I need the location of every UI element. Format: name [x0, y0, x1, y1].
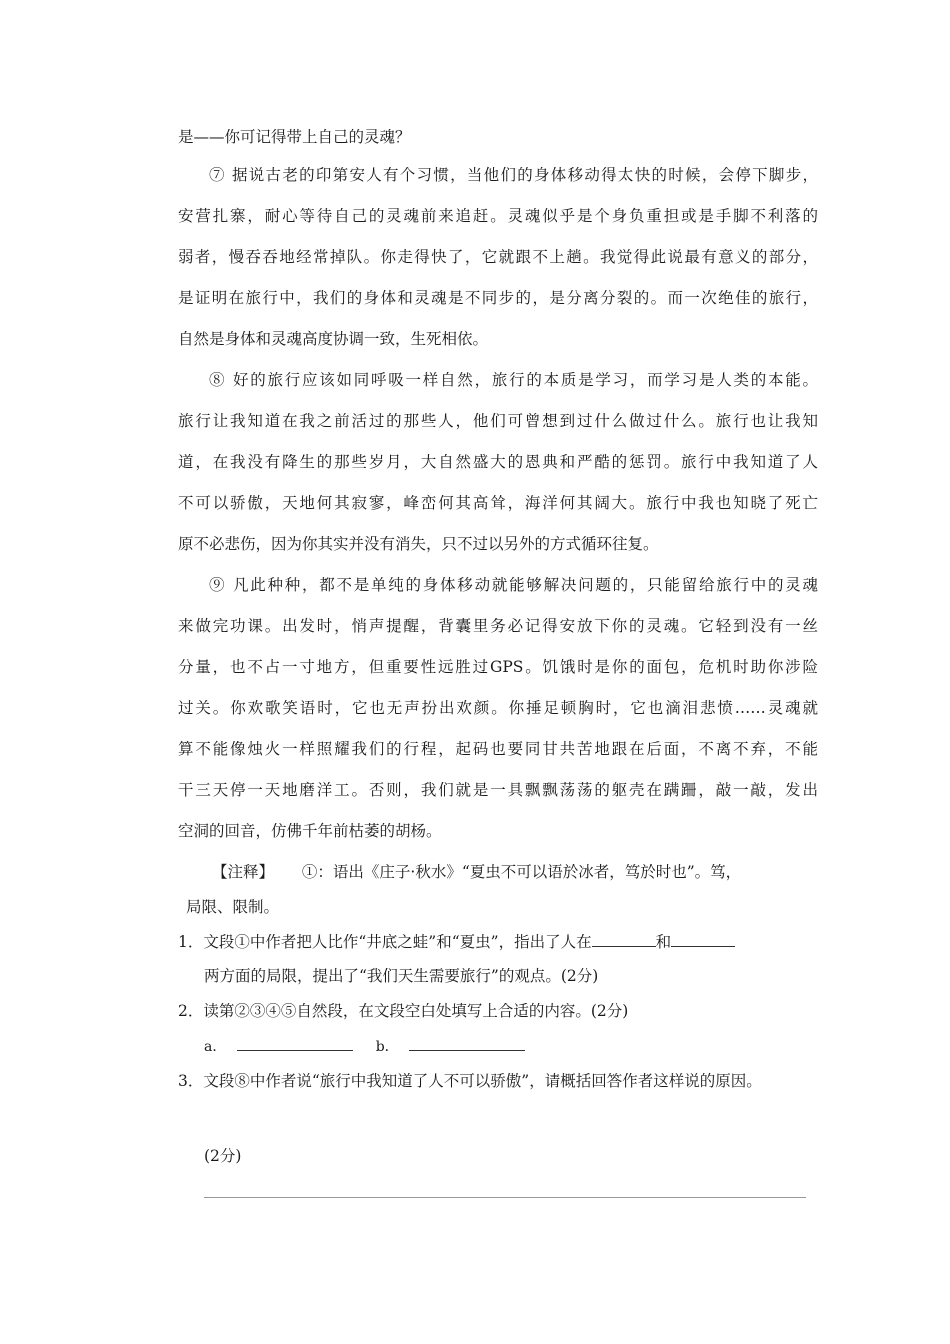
- text-line: 算不能像烛火一样照耀我们的行程，起码也要同甘共苦地跟在后面，不离不弃，不能: [178, 740, 818, 758]
- text-line: 来做完功课。出发时，悄声提醒，背囊里务必记得安放下你的灵魂。它轻到没有一丝: [178, 617, 818, 635]
- blank-b[interactable]: [409, 1036, 525, 1051]
- question-1: [178, 932, 818, 952]
- text-line: 是——你可记得带上自己的灵魂？: [178, 128, 411, 146]
- annotation: [212, 862, 818, 882]
- annotation-label: 【注释】: [212, 863, 275, 881]
- text-line: 空洞的回音，仿佛千年前枯萎的胡杨。: [178, 822, 442, 840]
- question-number: 2．: [178, 1002, 204, 1020]
- question-text: 文段⑧中作者说“旅行中我知道了人不可以骄傲”，请概括回答作者这样说的原因。: [203, 1072, 762, 1090]
- text-line: 弱者，慢吞吞地经常掉队。你走得快了，它就跟不上趟。我觉得此说最有意义的部分，: [178, 248, 818, 266]
- question-number: 3．: [178, 1072, 204, 1090]
- answer-line[interactable]: [204, 1197, 806, 1198]
- text-line: 旅行让我知道在我之前活过的那些人，他们可曾想到过什么做过什么。旅行也让我知: [178, 412, 818, 430]
- text-line: 安营扎寨，耐心等待自己的灵魂前来追赶。灵魂似乎是个身负重担或是手脚不利落的: [178, 207, 818, 225]
- text-line: 过关。你欢歌笑语时，它也无声扮出欢颜。你捶足顿胸时，它也滴泪悲愤……灵魂就: [178, 699, 818, 717]
- question-3-score: (2分): [204, 1147, 242, 1165]
- answer-blank[interactable]: [592, 932, 656, 947]
- paragraph-8-line: ⑧ 好的旅行应该如同呼吸一样自然，旅行的本质是学习，而学习是人类的本能。: [209, 371, 818, 389]
- text-line: 分量，也不占一寸地方，但重要性远胜过GPS。饥饿时是你的面包，危机时助你涉险: [178, 658, 818, 676]
- question-number: 1．: [178, 933, 204, 951]
- paragraph-7-line: ⑦ 据说古老的印第安人有个习惯，当他们的身体移动得太快的时候，会停下脚步，: [209, 166, 818, 184]
- text-line: 不可以骄傲，天地何其寂寥，峰峦何其高耸，海洋何其阔大。旅行中我也知晓了死亡: [178, 494, 818, 512]
- text-line: 干三天停一天地磨洋工。否则，我们就是一具飘飘荡荡的躯壳在蹒跚，敲一敲，发出: [178, 781, 818, 799]
- question-2: [178, 1001, 818, 1021]
- blank-a[interactable]: [237, 1036, 353, 1051]
- question-1-continuation: 两方面的局限，提出了“我们天生需要旅行”的观点。(2分): [204, 967, 599, 985]
- question-2-blanks: [204, 1036, 844, 1057]
- question-3: [178, 1071, 818, 1091]
- annotation-continuation: 局限、限制。: [186, 898, 280, 916]
- text-line: 是证明在旅行中，我们的身体和灵魂是不同步的，是分离分裂的。而一次绝佳的旅行，: [178, 289, 818, 307]
- question-text: 读第②③④⑤自然段，在文段空白处填写上合适的内容。(2分): [203, 1002, 629, 1020]
- blank-b-label: b．: [375, 1039, 399, 1055]
- question-text: 文段①中作者把人比作“井底之蛙”和“夏虫”，指出了人在: [203, 933, 592, 951]
- question-text: 和: [655, 933, 672, 951]
- text-line: 自然是身体和灵魂高度协调一致，生死相依。: [178, 330, 489, 348]
- text-line: 原不必悲伤，因为你其实并没有消失，只不过以另外的方式循环往复。: [178, 535, 659, 553]
- paragraph-9-line: ⑨ 凡此种种，都不是单纯的身体移动就能够解决问题的，只能留给旅行中的灵魂: [209, 576, 818, 594]
- answer-blank[interactable]: [671, 932, 735, 947]
- blank-a-label: a．: [204, 1039, 227, 1055]
- annotation-text: ①：语出《庄子·秋水》“夏虫不可以语於冰者，笃於时也”。笃，: [301, 863, 742, 881]
- text-line: 道，在我没有降生的那些岁月，大自然盛大的恩典和严酷的惩罚。旅行中我知道了人: [178, 453, 818, 471]
